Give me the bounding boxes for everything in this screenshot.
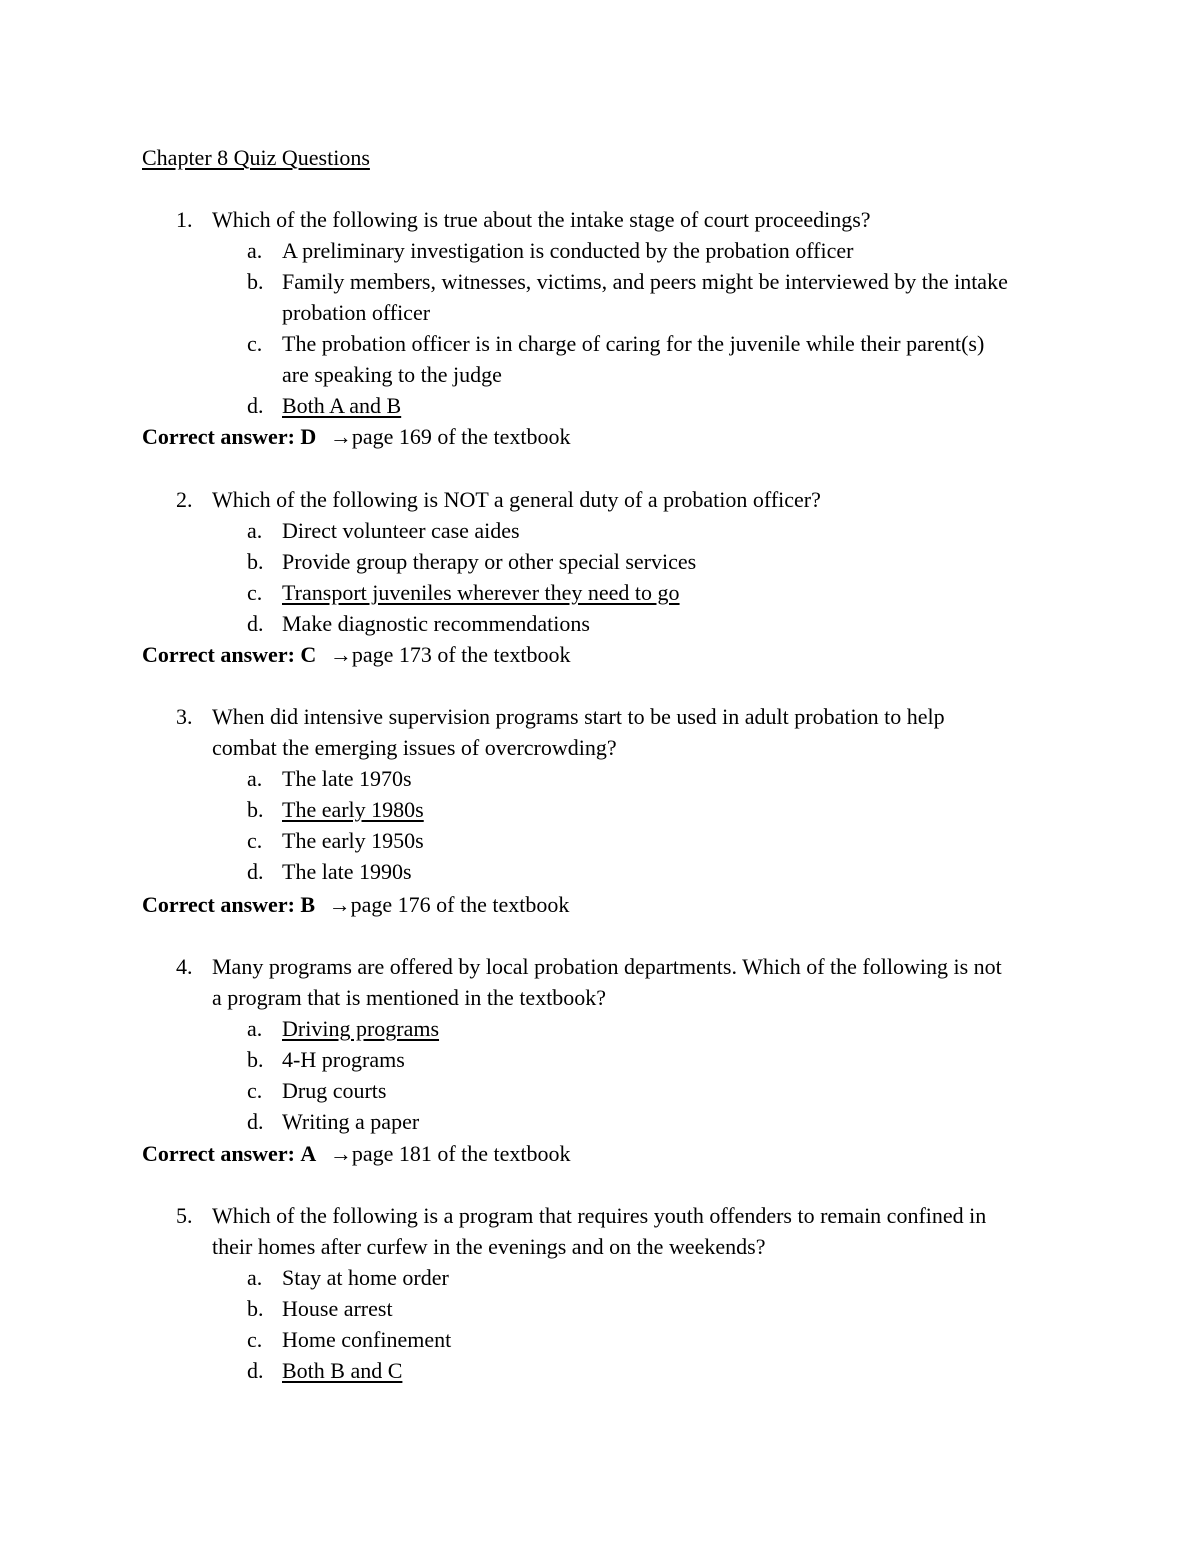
option-letter: d. xyxy=(247,393,264,418)
option-text-continued: are speaking to the judge xyxy=(282,362,502,387)
option-text: Writing a paper xyxy=(282,1109,420,1134)
option-letter: c. xyxy=(247,1078,263,1103)
textbook-reference: page 169 of the textbook xyxy=(351,424,571,449)
correct-answer-label: Correct answer: xyxy=(142,892,295,917)
option-letter: d. xyxy=(247,859,264,884)
correct-option-text: Transport juveniles wherever they need to go xyxy=(282,580,680,605)
option-text: Family members, witnesses, victims, and peers might be interviewed by the intake xyxy=(282,269,1008,294)
option-letter: b. xyxy=(247,549,264,574)
option-text: Stay at home order xyxy=(282,1265,449,1290)
textbook-reference: page 181 of the textbook xyxy=(351,1141,571,1166)
option-letter: c. xyxy=(247,828,263,853)
option-letter: d. xyxy=(247,1358,264,1383)
question-number: 2. xyxy=(176,487,193,512)
question-text: Many programs are offered by local probation departments. Which of the following is not xyxy=(212,954,1002,979)
option-text: Direct volunteer case aides xyxy=(282,518,520,543)
option-text: Home confinement xyxy=(282,1327,452,1352)
correct-option-text: Driving programs xyxy=(282,1016,440,1041)
question-text: Which of the following is true about the intake stage of court proceedings? xyxy=(212,207,871,232)
option-letter: a. xyxy=(247,766,263,791)
question-number: 3. xyxy=(176,704,193,729)
option-letter: c. xyxy=(247,1327,263,1352)
option-letter: b. xyxy=(247,797,264,822)
correct-answer-line xyxy=(142,1138,571,1169)
option-text: 4-H programs xyxy=(282,1047,405,1072)
question-text: Which of the following is NOT a general duty of a probation officer? xyxy=(212,487,821,512)
correct-option-text: Both B and C xyxy=(282,1358,403,1383)
correct-answer-letter: D xyxy=(300,424,317,449)
textbook-reference: page 176 of the textbook xyxy=(350,892,570,917)
correct-option-text: The early 1980s xyxy=(282,797,424,822)
correct-answer-letter: B xyxy=(300,892,316,917)
option-letter: b. xyxy=(247,1296,264,1321)
correct-answer-label: Correct answer: xyxy=(142,424,295,449)
correct-option-text: Both A and B xyxy=(282,393,402,418)
option-text: Provide group therapy or other special services xyxy=(282,549,697,574)
option-letter: d. xyxy=(247,611,264,636)
option-letter: a. xyxy=(247,518,263,543)
right-arrow-icon: → xyxy=(328,892,351,917)
question-text-continued: a program that is mentioned in the textbook? xyxy=(212,985,607,1010)
option-letter: d. xyxy=(247,1109,264,1134)
correct-answer-line xyxy=(142,421,571,452)
option-letter: b. xyxy=(247,269,264,294)
question-number: 1. xyxy=(176,207,193,232)
option-text: The early 1950s xyxy=(282,828,424,853)
question-text-continued: their homes after curfew in the evenings and on the weekends? xyxy=(212,1234,766,1259)
option-letter: a. xyxy=(247,1016,263,1041)
correct-answer-line xyxy=(142,639,571,670)
question-number: 5. xyxy=(176,1203,193,1228)
option-text: The probation officer is in charge of caring for the juvenile while their parent(s) xyxy=(282,331,985,356)
option-letter: b. xyxy=(247,1047,264,1072)
correct-answer-label: Correct answer: xyxy=(142,1141,295,1166)
option-letter: a. xyxy=(247,1265,263,1290)
correct-answer-line xyxy=(142,889,569,920)
correct-answer-label: Correct answer: xyxy=(142,642,295,667)
option-letter: a. xyxy=(247,238,263,263)
option-text-continued: probation officer xyxy=(282,300,431,325)
right-arrow-icon: → xyxy=(329,642,352,667)
option-letter: c. xyxy=(247,580,263,605)
textbook-reference: page 173 of the textbook xyxy=(351,642,571,667)
option-text: House arrest xyxy=(282,1296,393,1321)
question-text-continued: combat the emerging issues of overcrowding? xyxy=(212,735,617,760)
question-number: 4. xyxy=(176,954,193,979)
option-text: The late 1970s xyxy=(282,766,412,791)
option-text: Drug courts xyxy=(282,1078,387,1103)
document-title: Chapter 8 Quiz Questions xyxy=(142,145,370,170)
option-text: A preliminary investigation is conducted by the probation officer xyxy=(282,238,854,263)
correct-answer-letter: A xyxy=(300,1141,317,1166)
question-text: Which of the following is a program that requires youth offenders to remain confined in xyxy=(212,1203,987,1228)
correct-answer-letter: C xyxy=(300,642,317,667)
option-text: The late 1990s xyxy=(282,859,412,884)
question-text: When did intensive supervision programs start to be used in adult probation to help xyxy=(212,704,945,729)
right-arrow-icon: → xyxy=(329,424,352,449)
option-text: Make diagnostic recommendations xyxy=(282,611,590,636)
right-arrow-icon: → xyxy=(329,1141,352,1166)
option-letter: c. xyxy=(247,331,263,356)
